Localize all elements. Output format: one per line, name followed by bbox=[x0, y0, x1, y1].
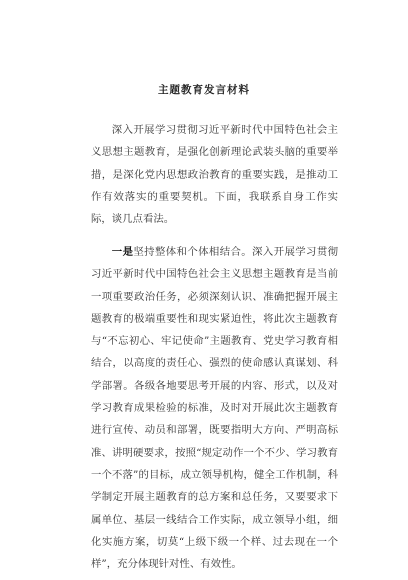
paragraph-point-one-text: 坚持整体和个体相结合。深入开展学习贯彻习近平新时代中国特色社会主义思想主题教育是当前一项重要政治任务，必须深刻认识、准确把握开展主题教育的极端重要性和现实紧迫性，将此次主题教育与“不忘初心、牢记使命”主题教育、党史学习教育相结合，以高度的责任心、强烈的使命感认真谋划、科学部署。各级各地要思考开展的内容、形式，以及对学习教育成果检验的标准，及时对开展此次主题教育进行宣传、动员和部署，既要指明大方向、严明高标准、讲明硬要求，按照“规定动作一个不少、学习教育一个不落”的目标，成立领导机构，健全工作机制，科学制定开展主题教育的总方案和总任务，又要要求下属单位、基层一线结合工作实际，成立领导小组，细化实施方案，切莫“上级下级一个样、过去现在一个样”，充分体现针对性、有效性。 bbox=[91, 246, 339, 571]
document-title: 主题教育发言材料 bbox=[158, 84, 250, 96]
paragraph-point-one bbox=[91, 241, 338, 575]
paragraph-intro bbox=[91, 119, 338, 230]
paragraph-intro-text: 深入开展学习贯彻习近平新时代中国特色社会主义思想主题教育，是强化创新理论武装头脑的重要举措，是深化党内思想政治教育的重要实践，是推动工作有效落实的重要契机。下面，我联系自身工作实际，谈几点看法。 bbox=[91, 124, 338, 226]
paragraph-point-one-lead: 一是 bbox=[111, 246, 134, 258]
